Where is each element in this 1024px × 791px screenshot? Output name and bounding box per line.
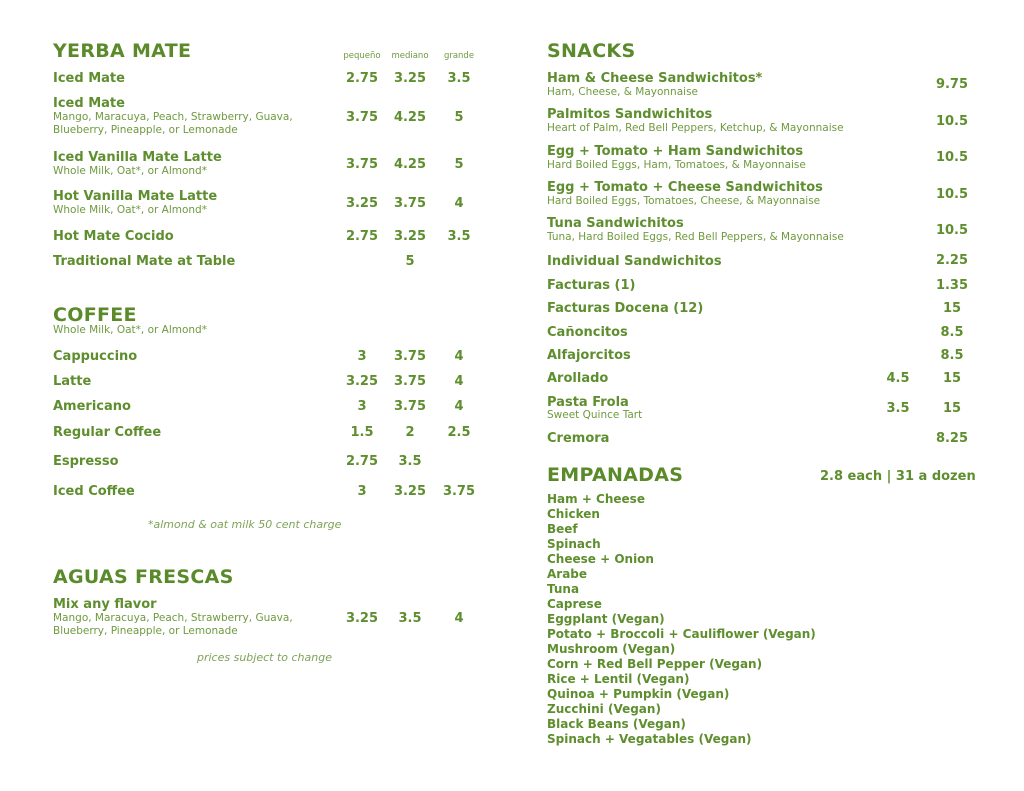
menu-item-price: 3.5 (447, 71, 471, 86)
menu-item-description: Sweet Quince Tart (547, 409, 643, 421)
menu-item-name: Facturas (1) (547, 278, 636, 293)
list-item: Potato + Broccoli + Cauliflower (Vegan) (547, 627, 816, 641)
menu-item-description: Mango, Maracuya, Peach, Strawberry, Guava, (53, 612, 293, 624)
menu-item-price: 4 (454, 374, 464, 389)
menu-item-name: Hot Mate Cocido (53, 229, 174, 244)
milk-charge-note: *almond & oat milk 50 cent charge (148, 518, 342, 531)
menu-item-price: 3.75 (345, 157, 379, 172)
list-item: Corn + Red Bell Pepper (Vegan) (547, 657, 763, 671)
menu-item-price: 3 (357, 399, 367, 414)
list-item: Ham + Cheese (547, 492, 645, 506)
menu-item-name: Hot Vanilla Mate Latte (53, 189, 218, 204)
coffee-heading: COFFEE (53, 304, 137, 326)
list-item: Rice + Lentil (Vegan) (547, 672, 690, 686)
menu-item-price: 3.75 (393, 349, 427, 364)
list-item: Black Beans (Vegan) (547, 717, 686, 731)
menu-item-description: Blueberry, Pineapple, or Lemonade (53, 124, 238, 136)
menu-item-price: 3.25 (345, 196, 379, 211)
menu-item-price: 4 (454, 196, 464, 211)
menu-item-price: 5 (454, 110, 464, 125)
menu-item-name: Cremora (547, 431, 610, 446)
aguas-frescas-heading: AGUAS FRESCAS (53, 566, 234, 588)
list-item: Eggplant (Vegan) (547, 612, 665, 626)
list-item: Tuna (547, 582, 580, 596)
menu-item-name: Regular Coffee (53, 425, 162, 440)
empanadas-heading: EMPANADAS (547, 464, 684, 486)
menu-item-price: 15 (942, 371, 962, 386)
menu-item-name: Egg + Tomato + Ham Sandwichitos (547, 144, 804, 159)
menu-item-price: 3.25 (345, 374, 379, 389)
menu-item-name: Egg + Tomato + Cheese Sandwichitos (547, 180, 823, 195)
size-header-small: pequeño (343, 51, 381, 61)
menu-item-price: 4 (454, 349, 464, 364)
list-item: Quinoa + Pumpkin (Vegan) (547, 687, 730, 701)
menu-item-price: 2 (405, 425, 415, 440)
menu-item-name: Alfajorcitos (547, 348, 631, 363)
menu-item-price: 3 (357, 349, 367, 364)
menu-item-price: 1.35 (935, 278, 969, 293)
size-header-large: grande (443, 51, 475, 61)
menu-item-price: 2.75 (345, 71, 379, 86)
menu-item-name: Pasta Frola (547, 395, 629, 410)
menu-item-price-small: 3.5 (886, 401, 910, 416)
menu-item-name: Americano (53, 399, 131, 414)
empanadas-list (547, 492, 816, 747)
menu-item-price: 3.5 (398, 454, 422, 469)
menu-item-name: Individual Sandwichitos (547, 254, 722, 269)
empanadas-pricing: 2.8 each | 31 a dozen (820, 469, 976, 484)
menu-item-name: Espresso (53, 454, 119, 469)
menu-item-name: Cappuccino (53, 349, 138, 364)
menu-item-price: 2.75 (345, 229, 379, 244)
menu-item-name: Cañoncitos (547, 325, 628, 340)
list-item: Spinach + Vegatables (Vegan) (547, 732, 752, 746)
menu-item-name: Iced Coffee (53, 484, 135, 499)
menu-item-description: Hard Boiled Eggs, Tomatoes, Cheese, & Mayonnaise (547, 195, 821, 207)
yerba-mate-heading: YERBA MATE (53, 40, 192, 62)
menu-item-price: 3.5 (398, 611, 422, 626)
menu-item-description: Blueberry, Pineapple, or Lemonade (53, 625, 238, 637)
menu-item-name: Iced Mate (53, 71, 125, 86)
menu-item-price: 3.75 (393, 196, 427, 211)
menu-item-price: 4.25 (393, 110, 427, 125)
menu-item-price: 4 (454, 399, 464, 414)
menu-item-price: 2.5 (447, 425, 471, 440)
menu-item-price: 15 (942, 301, 962, 316)
menu-item-price: 3.75 (442, 484, 476, 499)
menu-item-name: Latte (53, 374, 92, 389)
menu-item-name: Iced Vanilla Mate Latte (53, 150, 222, 165)
menu-item-price: 3.25 (345, 611, 379, 626)
menu-item-description: Mango, Maracuya, Peach, Strawberry, Guava, (53, 111, 293, 123)
menu-item-price: 3 (357, 484, 367, 499)
list-item: Arabe (547, 567, 588, 581)
prices-note: prices subject to change (197, 651, 332, 664)
menu-item-price: 3.75 (393, 374, 427, 389)
list-item: Mushroom (Vegan) (547, 642, 676, 656)
menu-item-price: 2.75 (345, 454, 379, 469)
menu-item-price: 10.5 (935, 150, 969, 165)
menu-item-name: Traditional Mate at Table (53, 254, 236, 269)
size-header-medium: mediano (391, 51, 429, 61)
menu-item-description: Hard Boiled Eggs, Ham, Tomatoes, & Mayonnaise (547, 159, 806, 171)
menu-item-price: 3.25 (393, 229, 427, 244)
menu-item-price: 8.5 (940, 348, 964, 363)
menu-item-price: 4.25 (393, 157, 427, 172)
menu-item-price: 5 (454, 157, 464, 172)
menu-item-price: 3.5 (447, 229, 471, 244)
coffee-subtitle: Whole Milk, Oat*, or Almond* (53, 324, 207, 336)
menu-item-price: 9.75 (935, 77, 969, 92)
menu-item-description: Ham, Cheese, & Mayonnaise (547, 86, 698, 98)
menu-item-price: 1.5 (350, 425, 374, 440)
menu-item-price: 8.5 (940, 325, 964, 340)
menu-item-price: 3.75 (345, 110, 379, 125)
menu-item-price: 15 (942, 401, 962, 416)
menu-item-name: Ham & Cheese Sandwichitos* (547, 71, 763, 86)
menu-item-price: 5 (405, 254, 415, 269)
menu-item-price: 3.25 (393, 71, 427, 86)
menu-item-name: Facturas Docena (12) (547, 301, 704, 316)
menu-item-name: Arollado (547, 371, 609, 386)
menu-item-name: Tuna Sandwichitos (547, 216, 684, 231)
menu-item-description: Whole Milk, Oat*, or Almond* (53, 165, 207, 177)
menu-item-description: Tuna, Hard Boiled Eggs, Red Bell Peppers, & Mayonnaise (547, 231, 844, 243)
menu-item-price: 10.5 (935, 187, 969, 202)
menu-item-price: 8.25 (935, 431, 969, 446)
menu-item-price: 2.25 (935, 253, 969, 268)
menu-item-price: 3.25 (393, 484, 427, 499)
menu-item-price: 10.5 (935, 114, 969, 129)
list-item: Zucchini (Vegan) (547, 702, 661, 716)
list-item: Spinach (547, 537, 601, 551)
menu-item-name: Palmitos Sandwichitos (547, 107, 713, 122)
menu-item-description: Whole Milk, Oat*, or Almond* (53, 204, 207, 216)
menu-item-price-small: 4.5 (886, 371, 910, 386)
menu-item-price: 4 (454, 611, 464, 626)
list-item: Caprese (547, 597, 602, 611)
menu-item-name: Mix any flavor (53, 597, 157, 612)
menu-item-description: Heart of Palm, Red Bell Peppers, Ketchup, & Mayonnaise (547, 122, 844, 134)
menu-item-name: Iced Mate (53, 96, 125, 111)
list-item: Beef (547, 522, 578, 536)
list-item: Cheese + Onion (547, 552, 654, 566)
snacks-heading: SNACKS (547, 40, 636, 62)
menu-item-price: 3.75 (393, 399, 427, 414)
list-item: Chicken (547, 507, 600, 521)
menu-item-price: 10.5 (935, 223, 969, 238)
